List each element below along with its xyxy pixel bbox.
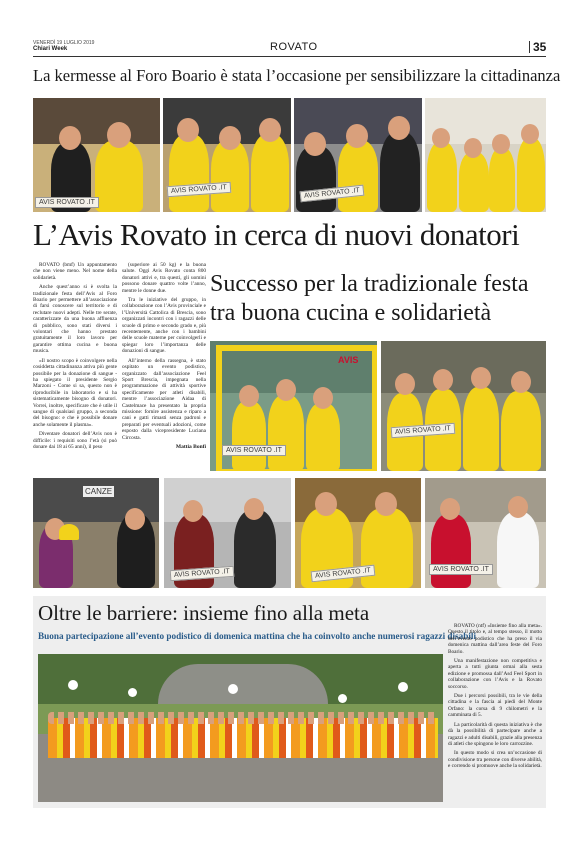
photo-volunteers-6: AVIS ROVATO .IT xyxy=(425,478,546,588)
paragraph: Diventare donatori dell’Avis non è difficile: i requisiti sono l’età (si può donare dai 18 ai 65 anni), il peso xyxy=(33,431,117,450)
photo-volunteers-4 xyxy=(425,98,546,212)
photo-runners xyxy=(38,654,443,802)
photo-volunteers-3: AVIS ROVATO .IT xyxy=(294,98,422,212)
paragraph: Anche quest’anno si è svolta la tradizionale festa dell’Avis al Foro Boario per permettere all’associazione di farsi conoscere sul territorio e di reclutare nuovi adepti. Nelle tre serate, caratterizzate da una buona affluenza di pubblico, sono stati diversi i volontari che hanno prestato gratuitamente il loro lavoro per garantire ottima cucina e buona musica. xyxy=(33,284,117,355)
header-section: ROVATO xyxy=(270,41,318,53)
paragraph: All’interno della rassegna, è stato ospitato un evento podistico, organizzato dall’associazione Feel Sport Brescia, impegnata nella programmazione di attività sportive specificamente per atleti disabili, mentre l’associazione Aidaa di Castelmace ha presentato la propria missione: fornire assistenza e riparo a cani e gatti rimasti senza padroni e preparati per eventuali adozioni, come esposto dalla vicepresidente Luciana Circosta. xyxy=(122,357,206,441)
page-number: 35 xyxy=(533,40,547,54)
photo-volunteers-1: AVIS ROVATO .IT xyxy=(33,98,160,212)
paragraph: In questo modo si crea un’occasione di condivisione tra persone con diverse abilità, e correndo si promuove anche la solidarietà. xyxy=(448,750,542,770)
box-subtitle: Buona partecipazione all’evento podistico di domenica mattina che ha coinvolto anche numerosi ragazzi disabili xyxy=(38,631,477,641)
kicker: La kermesse al Foro Boario è stata l’occasione per sensibilizzare la cittadinanza xyxy=(33,66,561,85)
photo-cooks: AVIS ROVATO .IT xyxy=(164,478,291,588)
header-date: VENERDÌ 19 LUGLIO 2019 xyxy=(33,40,95,46)
paragraph: Una manifestazione non competitiva e aperta a tutti giunta ormai alla sesta edizione e promossa dall’Asd Feel Sport in collaborazione con l’Avis e la Rovato soccorso. xyxy=(448,658,542,690)
article-title: L’Avis Rovato in cerca di nuovi donatori xyxy=(33,217,520,252)
box-title: Oltre le barriere: insieme fino alla meta xyxy=(38,601,370,625)
paragraph: La particolarità di questa iniziativa è che dà la possibilità di partecipare anche a ragazzi e adulti disabili, grazie alla presenza di atleti che spingono le loro carrozzine. xyxy=(448,721,542,747)
page-number-divider xyxy=(529,41,530,53)
photo-avis-group-frame: AVIS AVIS ROVATO .IT xyxy=(210,341,377,471)
article-subtitle: Successo per la tradizionale festa tra buona cucina e solidarietà xyxy=(210,271,529,326)
avis-logo: AVIS xyxy=(338,355,359,365)
paragraph: Due i percorsi possibili, tra le vie della cittadina e la fascia ai piedi del Monte Orfano: la corsa di 9 chilometri e la camminata di 5. xyxy=(448,693,542,719)
article-column-1 xyxy=(33,262,117,453)
header-rule xyxy=(33,56,546,57)
paragraph: «Il nostro scopo è coinvolgere nella cosiddetta cittadinanza attiva più gente possibile per la donazione di sangue - ha spiegato il presidente Sergio Marzoni - Come si sa, questo non è riproducibile in laboratorio e si ha sistematicamente bisogno di donatori. Vorrei, inoltre, specificare che è utile il sangue di qualsiasi gruppo, a seconda del bisogno: e che è possibile donare anche solamente il plasma». xyxy=(33,357,117,428)
article-column-2 xyxy=(122,262,206,450)
paragraph: Tra le iniziative del gruppo, in collaborazione con l’Avis provinciale e l’Università Cattolica di Brescia, sono organizzati incontri con i ragazzi delle scuole di primo e secondo grado e, più recentemente, anche con i bambini delle scuole materne per coinvolgerli e spiegar loro l’importanza delle donazioni di sangue. xyxy=(122,297,206,355)
sign: CANZE xyxy=(85,487,113,496)
photo-volunteers-2: AVIS ROVATO .IT xyxy=(163,98,291,212)
byline: Mattia Bonfi xyxy=(175,443,206,450)
paragraph: ROVATO (bmf) Un appuntamento che non viene meno. Nel nome della solidarietà. xyxy=(33,262,117,281)
header-paper: Chiari Week xyxy=(33,46,68,52)
box-text-column xyxy=(448,623,542,773)
photo-volunteers-5: AVIS ROVATO .IT xyxy=(295,478,421,588)
photo-stand xyxy=(33,478,159,588)
paragraph: ROVATO (ntf) «Insieme fino alla meta». Questo il titolo e, al tempo stesso, il motto dell’evento podistico che ha preso il via domenica mattina dall’area feste del Foro Boario. xyxy=(448,623,542,655)
photo-avis-group-2: AVIS ROVATO .IT xyxy=(381,341,546,471)
paragraph: (superiore ai 50 kg) e la buona salute. Oggi Avis Rovato conta 800 donatori attivi e, tra questi, gli uomini possono donare quattro volte l’anno, mentre le donne due. xyxy=(122,262,206,294)
